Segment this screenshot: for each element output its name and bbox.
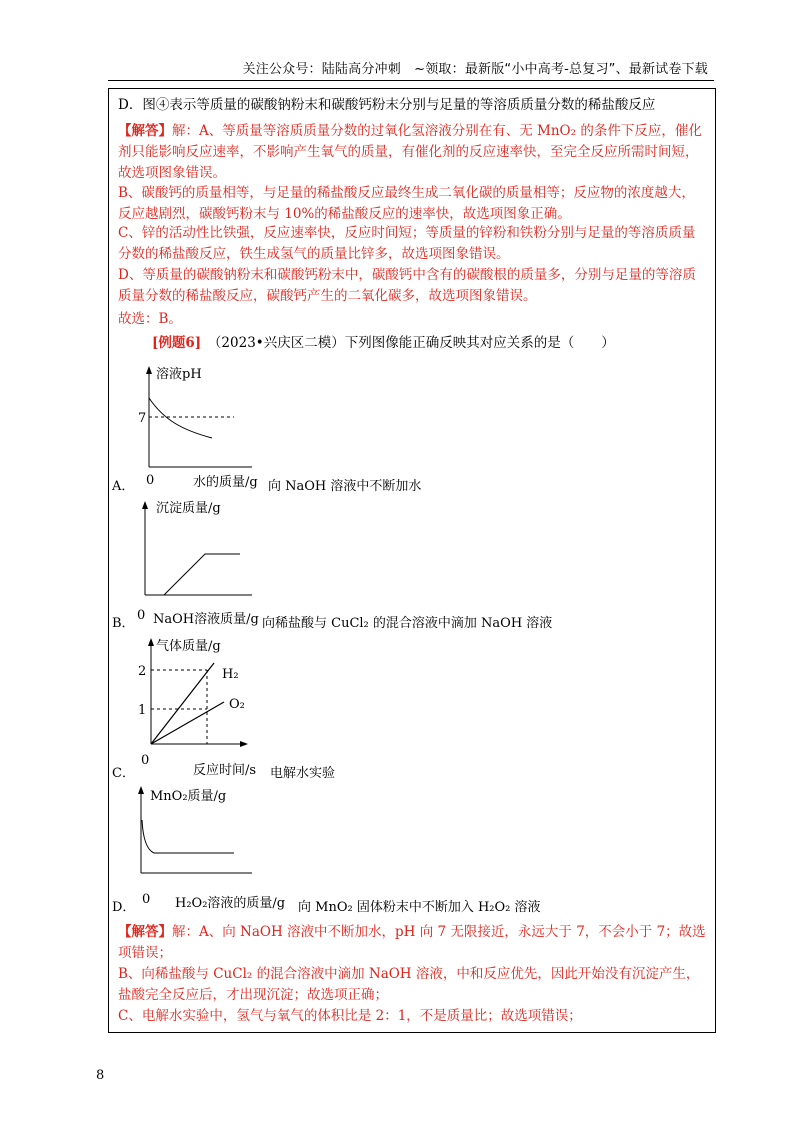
page-number: 8 [96, 1068, 105, 1083]
answer2-p1 [118, 922, 708, 964]
graph-c-tick-2: 2 [138, 664, 147, 679]
graph-c-yarrow [148, 638, 154, 646]
graph-c [112, 632, 472, 772]
graph-b-yarrow [142, 501, 148, 509]
graph-a-xlabel: 水的质量/g [193, 475, 258, 490]
graph-d-caption: 向 MnO₂ 固体粉末中不断加入 H₂O₂ 溶液 [298, 900, 541, 915]
graph-a-ylabel: 溶液pH [156, 367, 202, 382]
answer2-p2: B、向稀盐酸与 CuCl₂ 的混合溶液中滴加 NaOH 溶液，中和反应优先，因此开始没有沉淀产生，盐酸完全反应后，才出现沉淀；故选项正确； [118, 966, 700, 1003]
graph-c-xarrow [240, 741, 248, 747]
graph-c-o2-line [151, 702, 224, 744]
graph-d-letter: D． [112, 900, 136, 915]
graph-a-letter: A． [112, 479, 135, 494]
graph-b [112, 495, 472, 615]
answer1-p2: B、碳酸钙的质量相等，与足量的稀盐酸反应最终生成二氧化碳的质量相等；反应物的浓度越大，反应越剧烈，碳酸钙粉末与 10%的稀盐酸反应的速率快，故选项图象正确。 [118, 185, 695, 222]
graph-b-origin: 0 [137, 608, 146, 623]
graph-c-ylabel: 气体质量/g [156, 639, 221, 654]
graph-d-curve [142, 820, 234, 853]
answer1-p3: C、锌的活动性比铁强，反应速率快，反应时间短；等质量的锌粉和铁粉分别与足量的等溶质质量分数的稀盐酸反应，铁生成氢气的质量比锌多，故选项图象错误。 [118, 225, 696, 262]
page-header: 关注公众号：陆陆高分冲刺 ~领取：最新版“小中高考-总复习”、最新试卷下载 [242, 62, 708, 77]
graph-a-tick-7: 7 [138, 411, 147, 426]
graph-a-curve [149, 398, 212, 438]
answer2-label: 【解答】 [118, 924, 172, 940]
graph-c-h2-line [151, 663, 214, 744]
graph-c-tick-1: 1 [138, 703, 147, 718]
graph-b-caption: 向稀盐酸与 CuCl₂ 的混合溶液中滴加 NaOH 溶液 [262, 616, 553, 631]
answer1-p1 [118, 121, 708, 184]
graph-d-xlabel: H₂O₂溶液的质量/g [175, 896, 286, 911]
answer1-choice: 故选：B。 [118, 311, 182, 327]
example-title [152, 333, 702, 354]
graph-c-caption: 电解水实验 [270, 766, 336, 781]
option-d-previous: D．图④表示等质量的碳酸钠粉末和碳酸钙粉末分别与足量的等溶质质量分数的稀盐酸反应 [118, 97, 656, 113]
answer2-p1-text: 解：A、向 NaOH 溶液中不断加水，pH 向 7 无限接近，永远大于 7，不会小于 7；故选项错误； [118, 924, 706, 961]
graph-c-letter: C． [112, 766, 135, 781]
graph-c-xlabel: 反应时间/s [193, 763, 257, 778]
graph-b-ylabel: 沉淀质量/g [156, 501, 221, 516]
answer1-p1-text: 解：A、等质量等溶质质量分数的过氧化氢溶液分别在有、无 MnO₂ 的条件下反应，催化剂只能影响反应速率，不影响产生氧气的质量，有催化剂的反应速率快，至完全反应所需时间短，故选项图象错误。 [118, 123, 702, 181]
graph-b-letter: B． [112, 616, 135, 631]
graph-a-origin: 0 [146, 473, 155, 488]
graph-c-h2-label: H₂ [222, 667, 239, 682]
graph-b-curve [164, 554, 240, 595]
example-stem: （2023•兴庆区二模）下列图像能正确反映其对应关系的是（ ） [214, 335, 615, 351]
graph-d-yarrow [138, 786, 144, 794]
answer2-p3: C、电解水实验中，氢气与氧气的体积比是 2：1，不是质量比；故选项错误； [118, 1008, 582, 1024]
graph-b-xlabel: NaOH溶液质量/g [153, 612, 259, 627]
example-tag: [例题6] [152, 335, 202, 351]
answer1-p4: D、等质量的碳酸钠粉末和碳酸钙粉末中，碳酸钙中含有的碳酸根的质量多，分别与足量的等溶质质量分数的稀盐酸反应，碳酸钙产生的二氧化碳多，故选项图象错误。 [118, 267, 696, 304]
answer1-label: 【解答】 [118, 123, 172, 139]
graph-d-ylabel: MnO₂质量/g [150, 789, 227, 804]
graph-d-origin: 0 [142, 892, 151, 907]
graph-c-origin: 0 [141, 753, 150, 768]
graph-d [112, 780, 472, 890]
graph-c-o2-label: O₂ [229, 697, 245, 712]
frame-top-rule [108, 80, 714, 81]
graph-a-yarrow [146, 366, 152, 374]
graph-a-caption: 向 NaOH 溶液中不断加水 [268, 479, 422, 494]
